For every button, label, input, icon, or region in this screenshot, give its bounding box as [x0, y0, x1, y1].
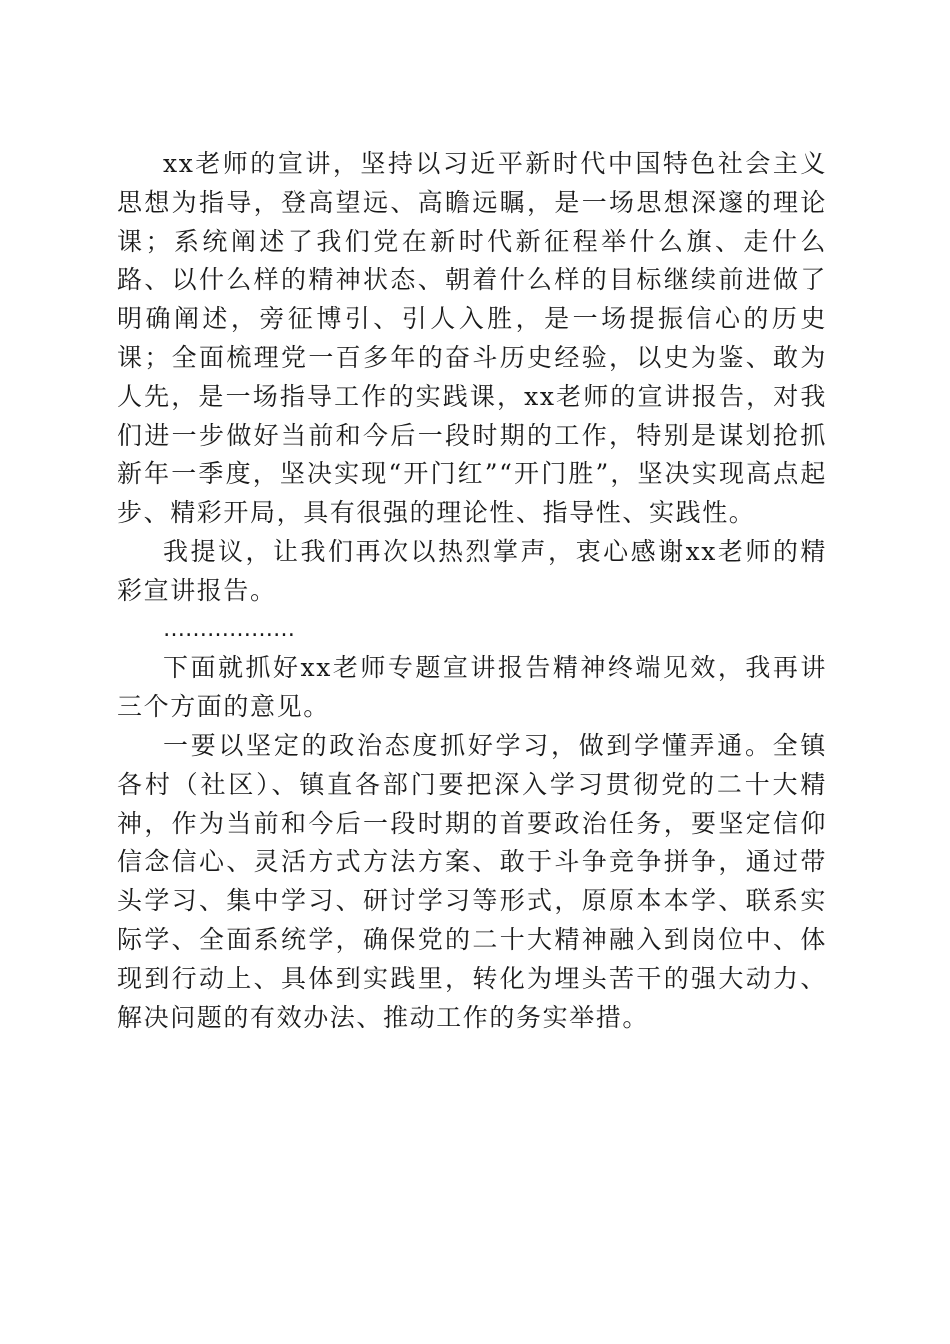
document-body: [117, 145, 827, 1037]
paragraph-first-opinion: 一要以坚定的政治态度抓好学习，做到学懂弄通。全镇各村（社区）、镇直各部门要把深入学习贯彻党的二十大精神，作为当前和今后一段时期的首要政治任务，要坚定信仰信念信心、灵活方式方法方案、敢于斗争竞争拼争，通过带头学习、集中学习、研讨学习等形式，原原本本学、联系实际学、全面系统学，确保党的二十大精神融入到岗位中、体现到行动上、具体到实践里，转化为埋头苦干的强大动力、解决问题的有效办法、推动工作的务实举措。: [117, 730, 827, 1032]
paragraph-three-opinions-intro: 下面就抓好xx老师专题宣讲报告精神终端见效，我再讲三个方面的意见。: [117, 653, 827, 722]
paragraph-applause-proposal: 我提议，让我们再次以热烈掌声，衷心感谢xx老师的精彩宣讲报告。: [117, 536, 827, 605]
paragraph-speech-review: xx老师的宣讲，坚持以习近平新时代中国特色社会主义思想为指导，登高望远、高瞻远瞩，是一场思想深邃的理论课；系统阐述了我们党在新时代新征程举什么旗、走什么路、以什么样的精神状态、朝着什么样的目标继续前进做了明确阐述，旁征博引、引人入胜，是一场提振信心的历史课；全面梳理党一百多年的奋斗历史经验，以史为鉴、敢为人先，是一场指导工作的实践课，xx老师的宣讲报告，对我们进一步做好当前和今后一段时期的工作，特别是谋划抢抓新年一季度，坚决实现“开门红”“开门胜”，坚决实现高点起步、精彩开局，具有很强的理论性、指导性、实践性。: [117, 149, 827, 528]
ellipsis-separator: ………………: [163, 616, 295, 642]
